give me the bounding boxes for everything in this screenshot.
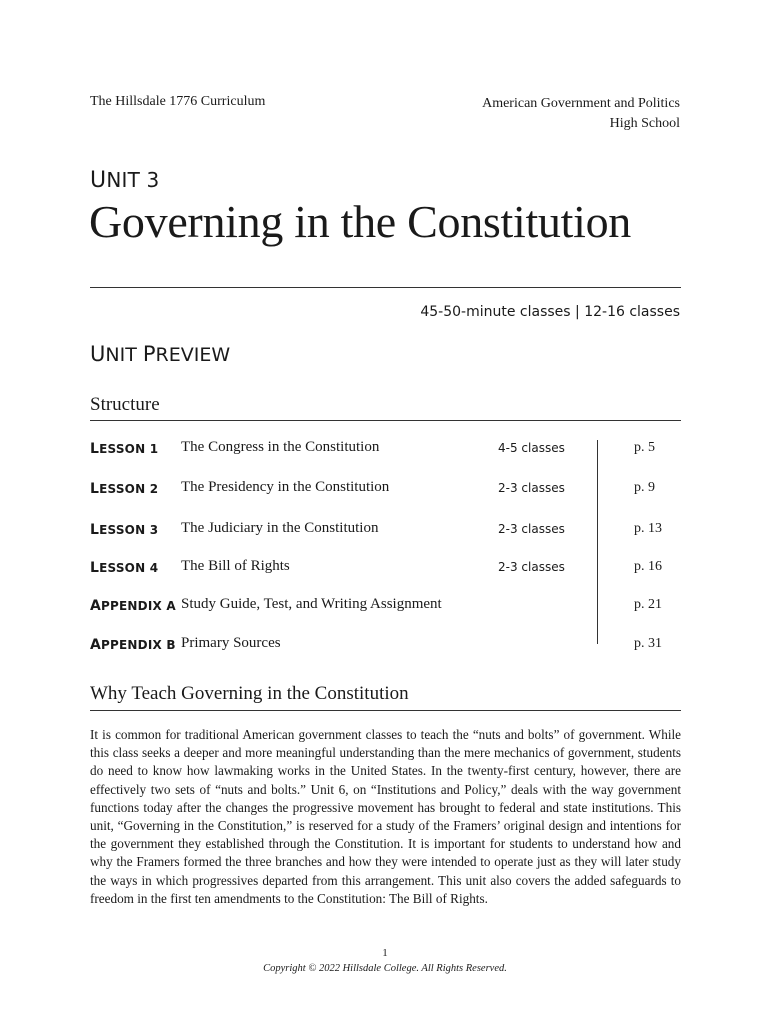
unit-preview-heading: UNIT PREVIEW: [90, 342, 231, 366]
structure-row: [90, 558, 681, 580]
row-title: Primary Sources: [181, 635, 281, 651]
row-label: LESSON 2: [90, 481, 159, 497]
header-curriculum-name: The Hillsdale 1776 Curriculum: [90, 94, 266, 109]
row-class-count: 2-3 classes: [498, 522, 565, 536]
row-page-ref: p. 16: [634, 559, 662, 574]
why-divider: [90, 710, 681, 711]
unit-label: UNIT 3: [90, 168, 160, 193]
structure-divider: [90, 420, 681, 421]
row-page-ref: p. 13: [634, 521, 662, 536]
row-label: APPENDIX A: [90, 598, 176, 614]
row-label: LESSON 1: [90, 441, 159, 457]
row-label: APPENDIX B: [90, 637, 176, 653]
header-course-title: American Government and Politics: [482, 96, 680, 111]
row-label: LESSON 4: [90, 560, 159, 576]
structure-row: [90, 635, 681, 657]
row-class-count: 2-3 classes: [498, 560, 565, 574]
row-page-ref: p. 21: [634, 597, 662, 612]
why-paragraph: It is common for traditional American government classes to teach the “nuts and bolts” of government. While this class seeks a deeper and more meaningful understanding than the mere mechanics of government, students do need to know how lawmaking works in the United States. In the twenty-first century, however, there are effectively two sets of “nuts and bolts.” Unit 6, on “Institutions and Policy,” deals with the way government functions today after the changes the progressive movement has brought to federal and state institutions. This unit, “Governing in the Constitution,” is reserved for a study of the Framers’ original design and intentions for the government they established through the Constitution. It is important for students to understand how and why the Framers formed the three branches and how they were intended to operate just as they will later study the ways in which progressives departed from this arrangement. This unit also covers the added safeguards to freedom in the first ten amendments to the Constitution: The Bill of Rights.: [90, 727, 681, 906]
row-title: The Presidency in the Constitution: [181, 479, 390, 495]
row-label: LESSON 3: [90, 522, 159, 538]
row-page-ref: p. 9: [634, 480, 655, 495]
unit-classes-info: 45-50-minute classes | 12-16 classes: [420, 304, 680, 320]
row-class-count: 2-3 classes: [498, 481, 565, 495]
title-divider: [90, 287, 681, 288]
page-number: 1: [382, 947, 388, 959]
structure-row: [90, 520, 681, 542]
header-course-level: High School: [609, 116, 680, 131]
structure-column-divider: [597, 440, 598, 644]
structure-row: [90, 479, 681, 501]
structure-row: [90, 439, 681, 461]
copyright-notice: Copyright © 2022 Hillsdale College. All Rights Reserved.: [263, 963, 507, 974]
header-course-info: [482, 94, 680, 134]
structure-heading: Structure: [90, 394, 160, 415]
row-title: The Bill of Rights: [181, 558, 290, 574]
row-title: The Judiciary in the Constitution: [181, 520, 379, 536]
row-page-ref: p. 5: [634, 440, 655, 455]
row-title: The Congress in the Constitution: [181, 439, 380, 455]
row-page-ref: p. 31: [634, 636, 662, 651]
row-class-count: 4-5 classes: [498, 441, 565, 455]
page-title: Governing in the Constitution: [89, 196, 631, 247]
structure-row: [90, 596, 681, 618]
row-title: Study Guide, Test, and Writing Assignment: [181, 596, 442, 612]
why-heading: Why Teach Governing in the Constitution: [90, 683, 409, 704]
